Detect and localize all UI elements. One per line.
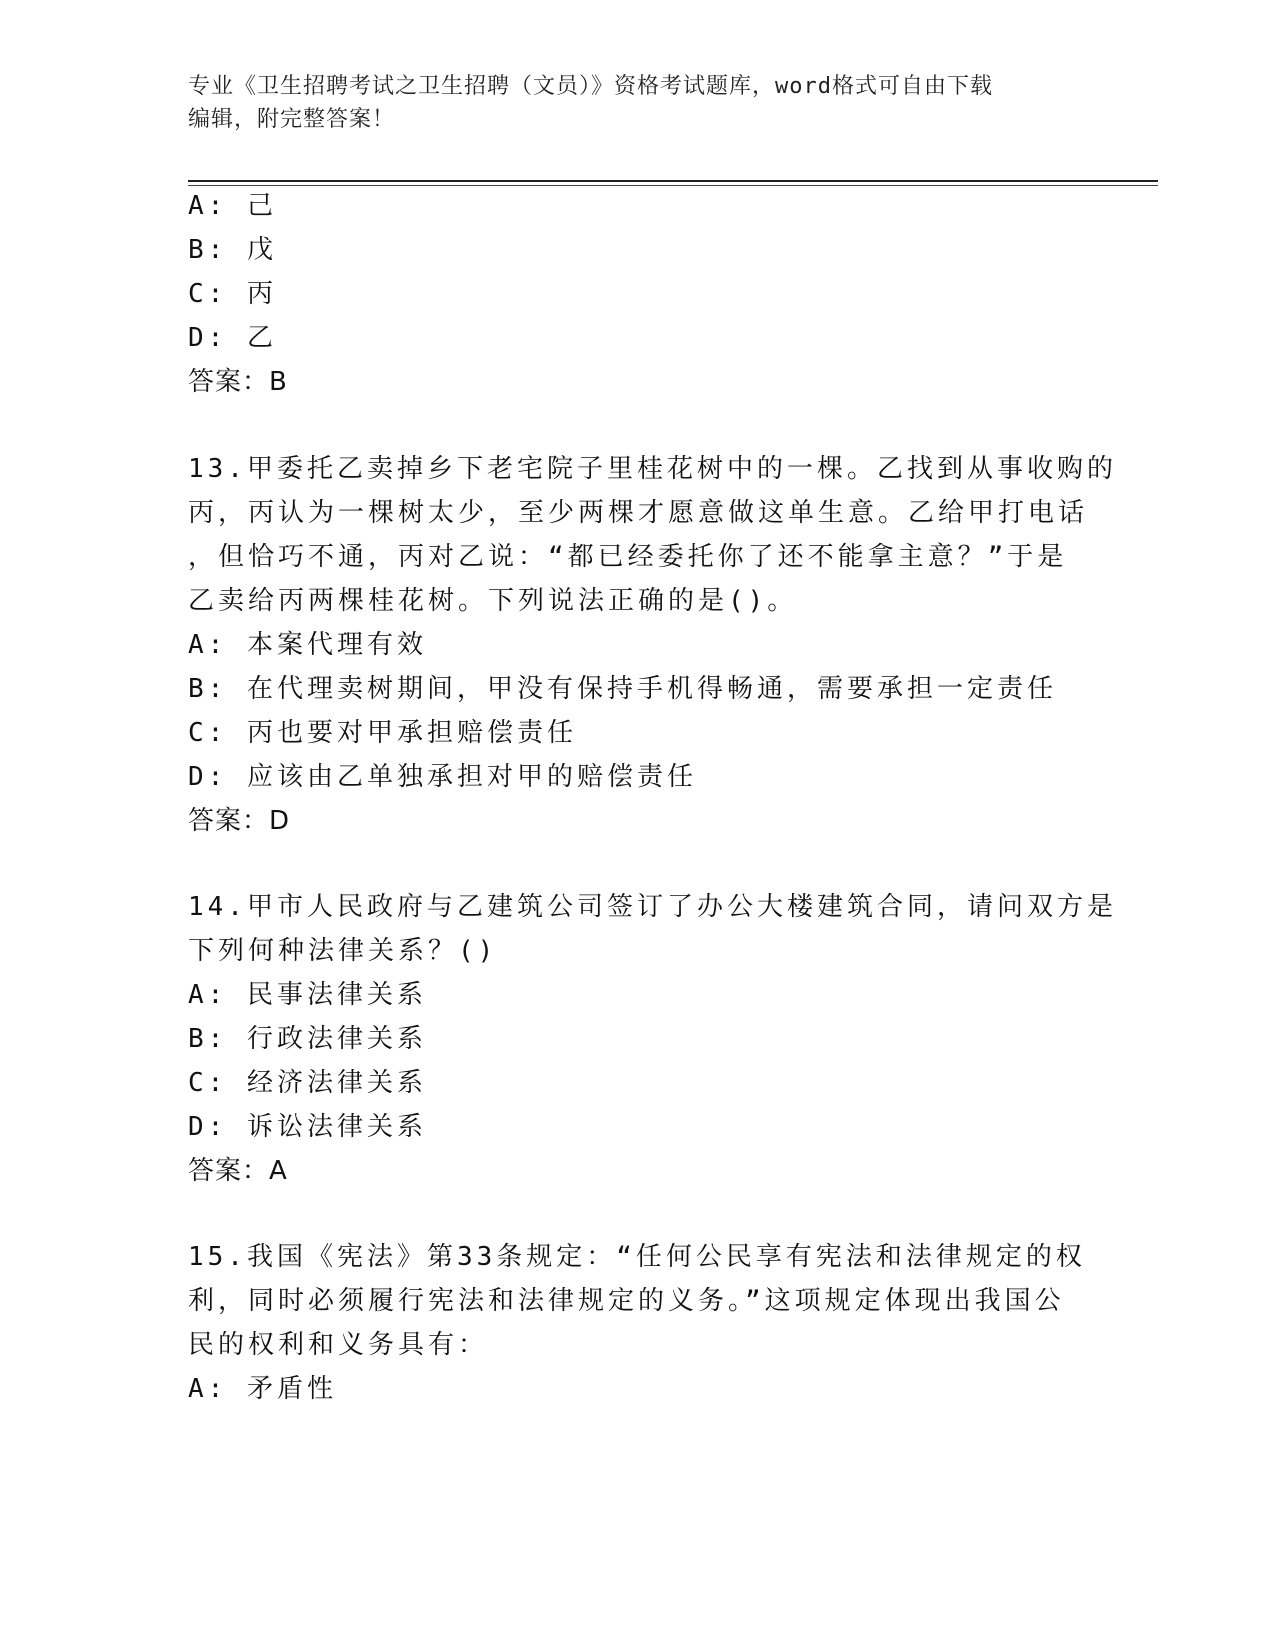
q14-option-a: A: 民事法律关系 bbox=[188, 980, 427, 1010]
q12-option-b: B: 戊 bbox=[188, 235, 277, 265]
q12-option-a: A: 己 bbox=[188, 191, 277, 221]
header-line-2: 编辑，附完整答案！ bbox=[188, 107, 396, 132]
q15-stem-line-3: 民的权利和义务具有： bbox=[188, 1330, 489, 1360]
q15-option-a: A: 矛盾性 bbox=[188, 1374, 337, 1404]
q14-option-c: C: 经济法律关系 bbox=[188, 1068, 427, 1098]
q13-stem-line-2: 丙，丙认为一棵树太少，至少两棵才愿意做这单生意。乙给甲打电话 bbox=[188, 498, 1089, 528]
q13-option-c: C: 丙也要对甲承担赔偿责任 bbox=[188, 718, 577, 748]
q14-option-b: B: 行政法律关系 bbox=[188, 1024, 427, 1054]
q14-answer: 答案：A bbox=[188, 1156, 288, 1186]
q14-stem-line-1: 14.甲市人民政府与乙建筑公司签订了办公大楼建筑合同，请问双方是 bbox=[188, 892, 1117, 922]
q13-stem-line-3: ，但恰巧不通，丙对乙说：“都已经委托你了还不能拿主意？”于是 bbox=[188, 542, 1068, 572]
q12-option-d: D: 乙 bbox=[188, 323, 277, 353]
q15-stem-line-2: 利，同时必须履行宪法和法律规定的义务。”这项规定体现出我国公 bbox=[188, 1286, 1065, 1316]
q14-option-d: D: 诉讼法律关系 bbox=[188, 1112, 427, 1142]
q13-stem-line-1: 13.甲委托乙卖掉乡下老宅院子里桂花树中的一棵。乙找到从事收购的 bbox=[188, 454, 1117, 484]
q15-stem-line-1: 15.我国《宪法》第33条规定：“任何公民享有宪法和法律规定的权 bbox=[188, 1242, 1086, 1272]
document-header bbox=[188, 70, 1088, 136]
q13-option-a: A: 本案代理有效 bbox=[188, 630, 427, 660]
header-line-1: 专业《卫生招聘考试之卫生招聘（文员）》资格考试题库，word格式可自由下载 bbox=[188, 74, 993, 99]
q13-option-d: D: 应该由乙单独承担对甲的赔偿责任 bbox=[188, 762, 697, 792]
header-rule-thick bbox=[188, 180, 1158, 182]
q13-stem-line-4: 乙卖给丙两棵桂花树。下列说法正确的是()。 bbox=[188, 586, 798, 616]
header-rule-thin bbox=[188, 185, 1158, 186]
q14-stem-line-2: 下列何种法律关系？() bbox=[188, 936, 498, 966]
q12-option-c: C: 丙 bbox=[188, 279, 277, 309]
q13-option-b: B: 在代理卖树期间，甲没有保持手机得畅通，需要承担一定责任 bbox=[188, 674, 1057, 704]
q13-answer: 答案：D bbox=[188, 806, 291, 836]
q12-answer: 答案：B bbox=[188, 367, 288, 397]
